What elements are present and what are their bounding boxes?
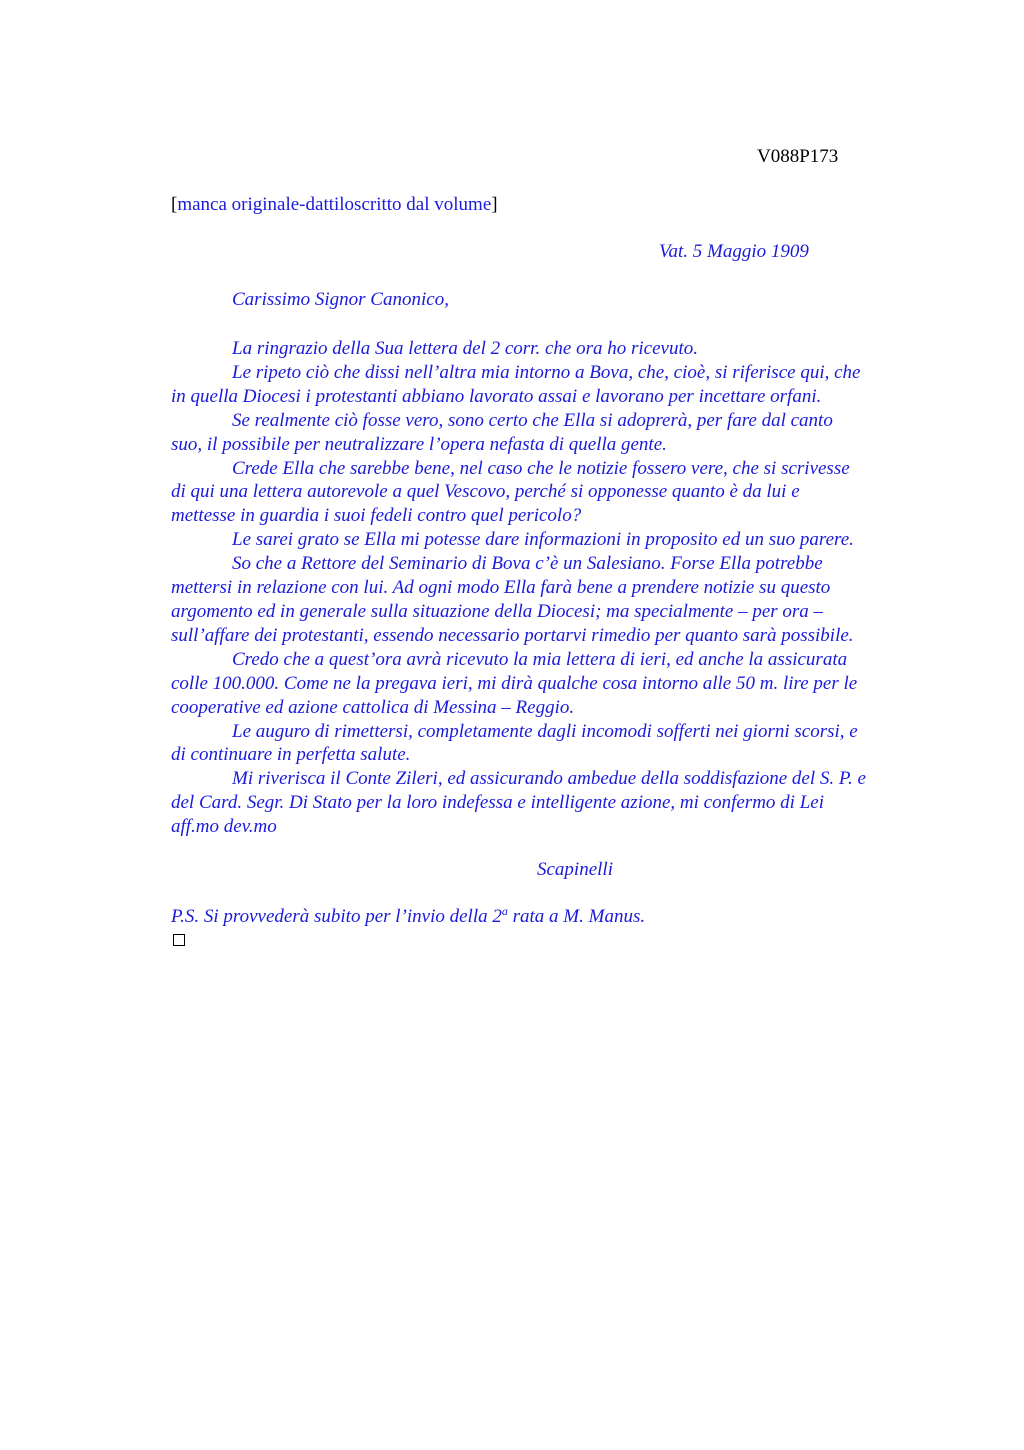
archival-note: [171, 194, 498, 216]
note-open-bracket: [: [171, 194, 178, 215]
postscript-superscript: a: [501, 904, 508, 918]
body-line: Le auguro di rimettersi, completamente dagli incomodi sofferti nei giorni scorsi, e: [232, 720, 858, 742]
body-line: in quella Diocesi i protestanti abbiano lavorato assai e lavorano per incettare orfani.: [171, 385, 822, 407]
body-line: sull’affare dei protestanti, essendo necessario portarvi rimedio per quanto sarà possibile.: [171, 624, 854, 646]
body-line: Crede Ella che sarebbe bene, nel caso che le notizie fossero vere, che si scrivesse: [232, 457, 850, 479]
letter-date: Vat. 5 Maggio 1909: [659, 241, 809, 262]
postscript-suffix: rata a M. Manus.: [507, 906, 646, 927]
letter-body: [171, 337, 931, 839]
body-line: Le ripeto ciò che dissi nell’altra mia intorno a Bova, che, cioè, si riferisce qui, che: [232, 361, 861, 383]
body-line: mettersi in relazione con lui. Ad ogni modo Ella farà bene a prendere notizie su questo: [171, 577, 831, 599]
body-line: suo, il possibile per neutralizzare l’opera nefasta di quella gente.: [171, 433, 667, 455]
note-text: manca originale-dattiloscritto dal volume: [177, 194, 492, 215]
body-line: aff.mo dev.mo: [171, 816, 277, 838]
body-line: Se realmente ciò fosse vero, sono certo che Ella si adoprerà, per fare dal canto: [232, 409, 833, 431]
body-line: Le sarei grato se Ella mi potesse dare informazioni in proposito ed un suo parere.: [232, 529, 854, 551]
body-line: del Card. Segr. Di Stato per la loro indefessa e intelligente azione, mi confermo di Lei: [171, 792, 824, 814]
body-line: colle 100.000. Come ne la pregava ieri, mi dirà qualche cosa intorno alle 50 m. lire per le: [171, 672, 858, 694]
signature: Scapinelli: [537, 859, 613, 880]
body-line: La ringrazio della Sua lettera del 2 corr. che ora ho ricevuto.: [232, 338, 698, 359]
body-line: mettesse in guardia i suoi fedeli contro quel pericolo?: [171, 505, 582, 527]
body-line: Credo che a quest’ora avrà ricevuto la mia lettera di ieri, ed anche la assicurata: [232, 648, 848, 670]
document-reference: V088P173: [757, 146, 839, 167]
body-line: di qui una lettera autorevole a quel Vescovo, perché si opponesse quanto è da lui e: [171, 481, 800, 503]
body-line: Mi riverisca il Conte Zileri, ed assicurando ambedue della soddisfazione del S. P. e: [232, 768, 866, 790]
body-line: cooperative ed azione cattolica di Messina – Reggio.: [171, 696, 575, 718]
body-line: di continuare in perfetta salute.: [171, 744, 411, 766]
postscript-prefix: P.S. Si provvederà subito per l’invio della 2: [171, 906, 502, 927]
body-line: argomento ed in generale sulla situazione della Diocesi; ma specialmente – per ora –: [171, 600, 824, 622]
salutation: Carissimo Signor Canonico,: [232, 289, 449, 310]
checkbox-square-icon: [173, 934, 185, 946]
postscript: [171, 906, 645, 928]
note-close-bracket: ]: [491, 194, 498, 215]
body-line: So che a Rettore del Seminario di Bova c’è un Salesiano. Forse Ella potrebbe: [232, 553, 823, 575]
